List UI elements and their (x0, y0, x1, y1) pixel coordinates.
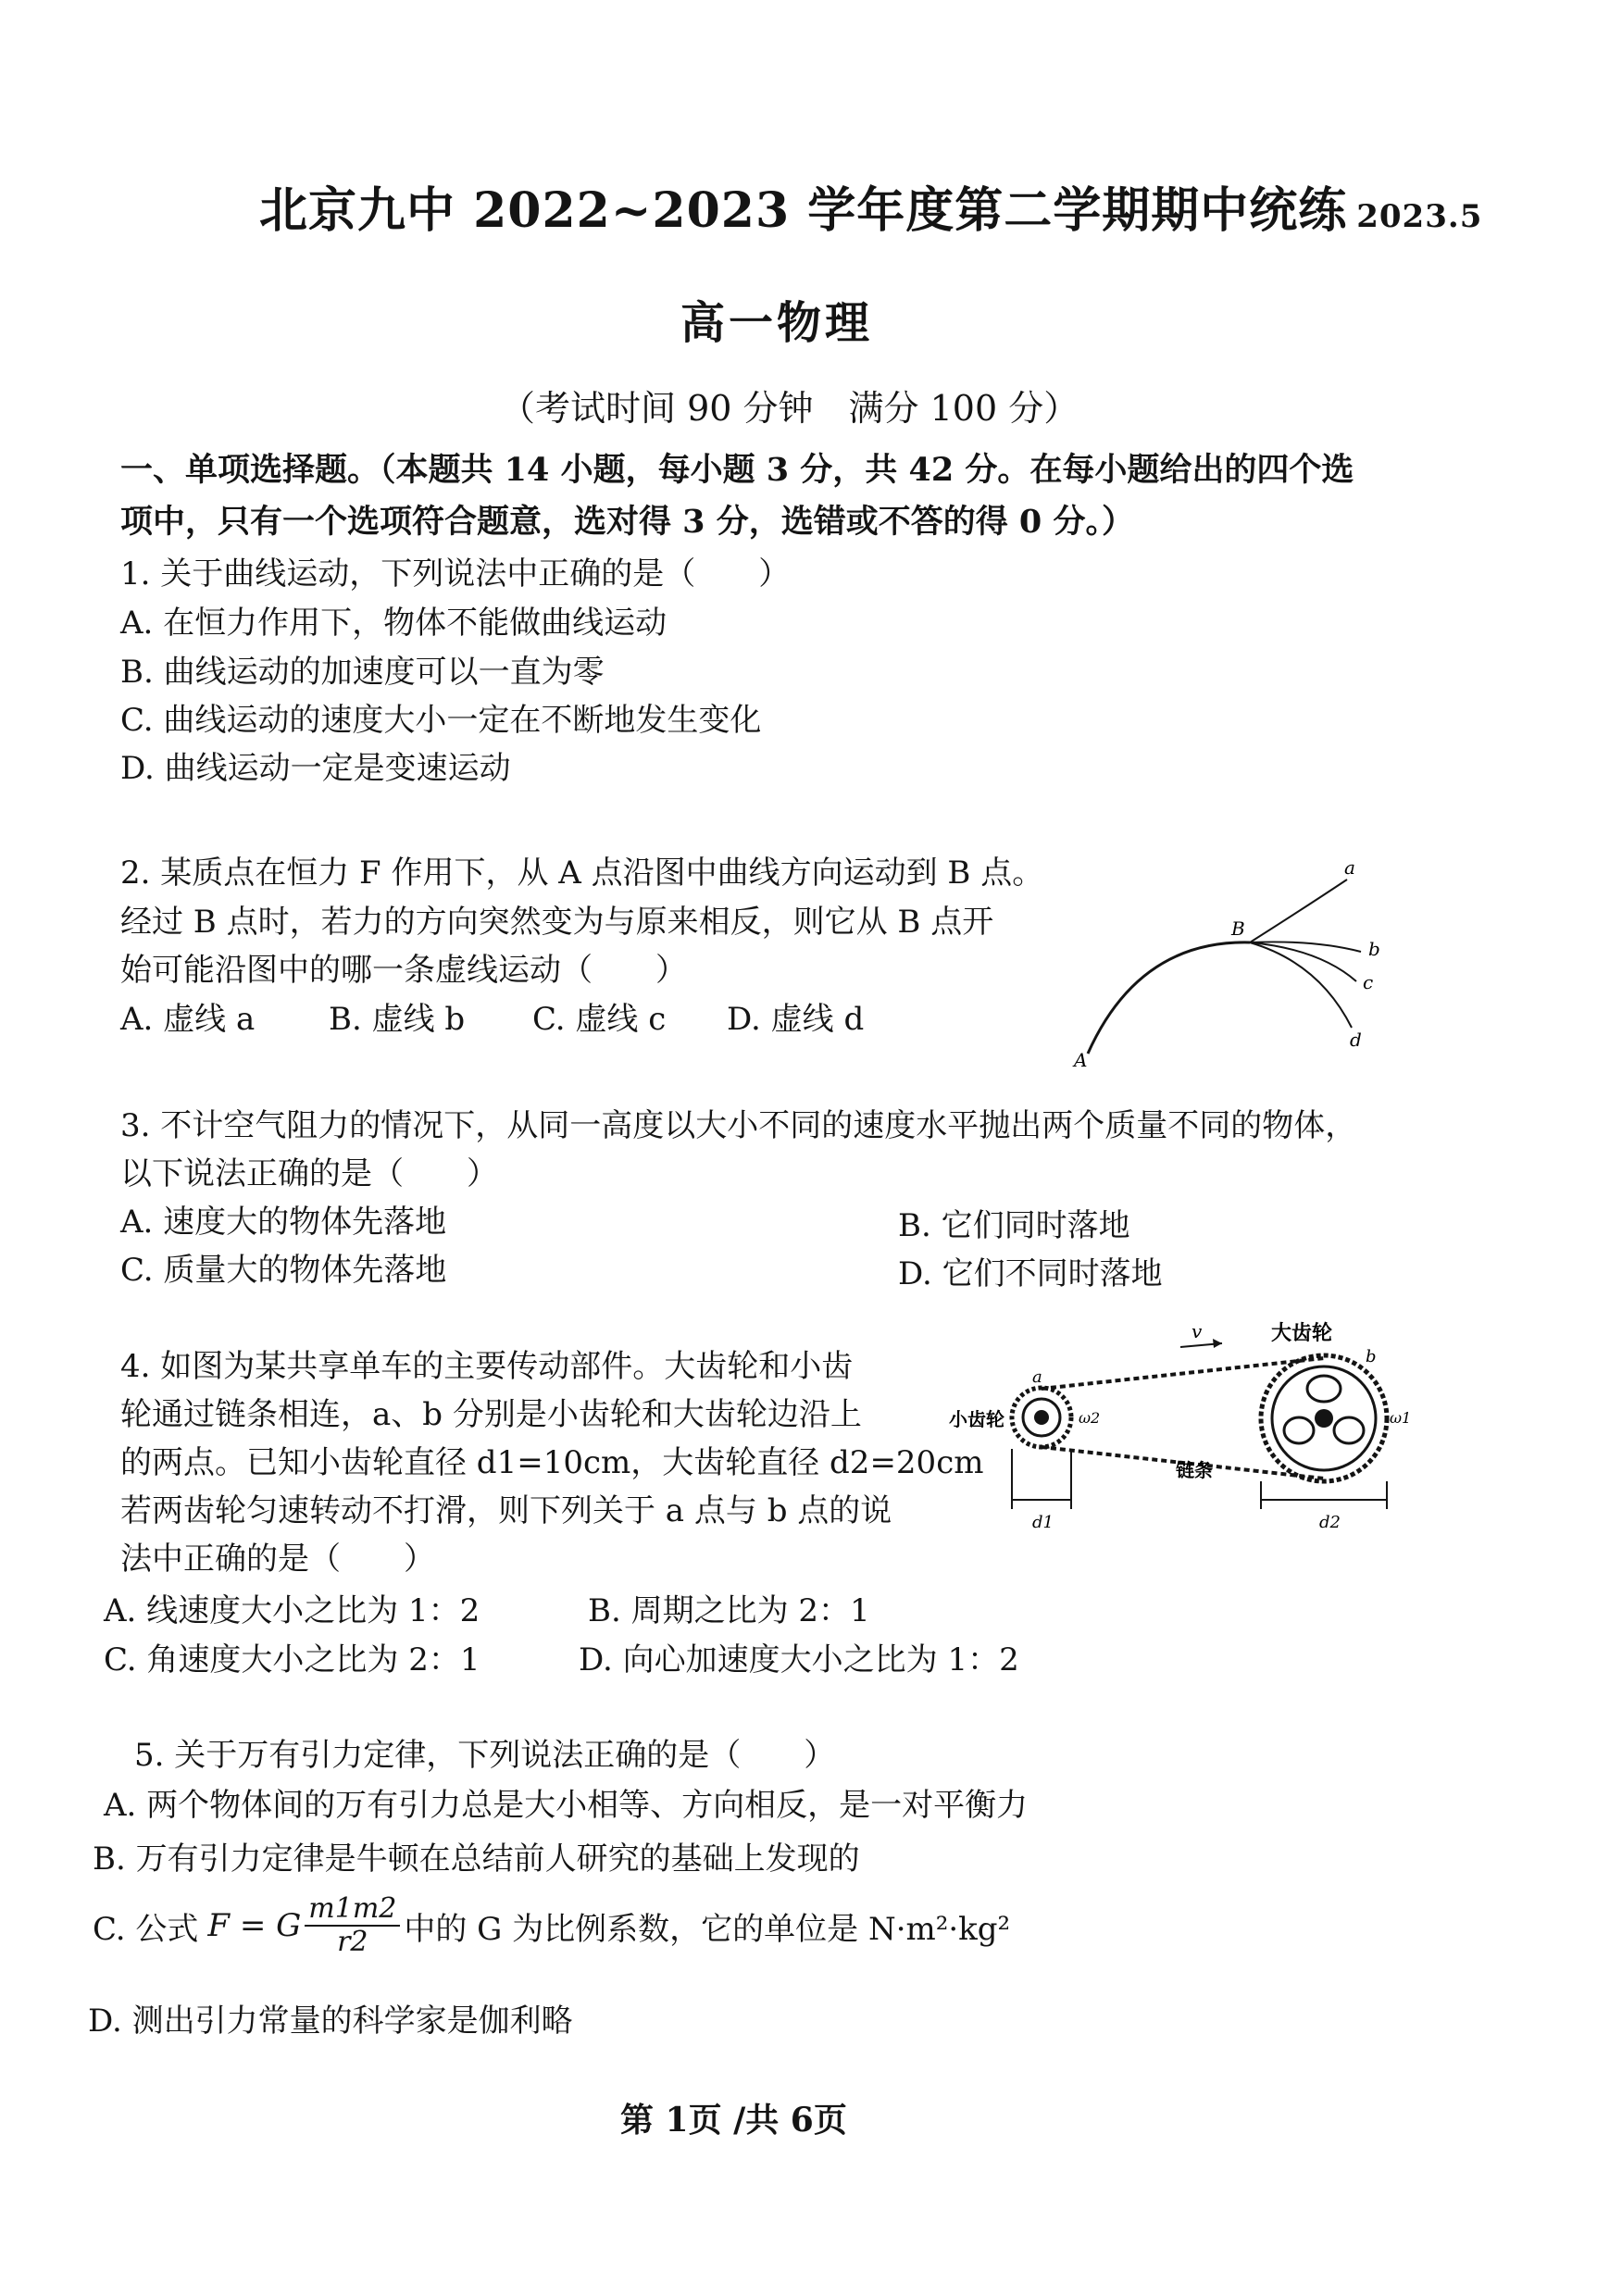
label-point-a: a (1032, 1367, 1042, 1387)
q2-line2: 经过 B 点时，若力的方向突然变为与原来相反，则它从 B 点开 (120, 904, 994, 941)
q5-option-c (93, 1893, 1010, 1958)
velocity-arrowhead (1213, 1339, 1222, 1348)
label-point-b: b (1366, 1347, 1377, 1366)
label-chain: 链条 (1176, 1459, 1213, 1481)
q5-option-d: D. 测出引力常量的科学家是伽利略 (88, 2003, 573, 2040)
q5-formula-lhs: F = G (207, 1907, 302, 1944)
big-gear-spoke-3 (1334, 1417, 1364, 1443)
label-d: d (1350, 1029, 1362, 1051)
q5-option-c-prefix: C. 公式 (93, 1910, 199, 1948)
label-small-gear: 小齿轮 (949, 1408, 1004, 1430)
small-gear-hub (1034, 1410, 1049, 1425)
exam-title (259, 171, 1482, 241)
q3-option-c: C. 质量大的物体先落地 (120, 1252, 447, 1289)
section-heading-line1: 一、单项选择题。（本题共 14 小题，每小题 3 分，共 42 分。在每小题给出的四个选 (120, 451, 1354, 489)
label-point-A: A (1074, 1049, 1088, 1071)
q2-line1: 2. 某质点在恒力 F 作用下，从 A 点沿图中曲线方向运动到 B 点。 (120, 855, 1044, 892)
q3-option-d: D. 它们不同时落地 (898, 1255, 1163, 1292)
q4-line2: 轮通过链条相连，a、b 分别是小齿轮和大齿轮边沿上 (120, 1396, 862, 1433)
section-heading-line2: 项中，只有一个选项符合题意，选对得 3 分，选错或不答的得 0 分。） (120, 503, 1134, 541)
exam-note: （考试时间 90 分钟 满分 100 分） (500, 388, 1079, 429)
q4-line4: 若两齿轮匀速转动不打滑，则下列关于 a 点与 b 点的说 (120, 1492, 892, 1529)
q3-option-b: B. 它们同时落地 (898, 1207, 1130, 1244)
q5-stem: 5. 关于万有引力定律，下列说法正确的是（ ） (134, 1737, 836, 1774)
q2-line3: 始可能沿图中的哪一条虚线运动（ ） (120, 952, 687, 989)
q2-trajectory-figure (1055, 852, 1426, 1074)
exam-date: 2023.5 (1356, 198, 1483, 235)
label-v: v (1192, 1320, 1203, 1342)
label-big-gear: 大齿轮 (1271, 1321, 1333, 1345)
dashed-path-a (1250, 880, 1347, 942)
q3-option-a: A. 速度大的物体先落地 (120, 1204, 447, 1241)
q5-option-a: A. 两个物体间的万有引力总是大小相等、方向相反，是一对平衡力 (104, 1787, 1029, 1824)
big-gear-spoke-1 (1307, 1376, 1341, 1402)
q4-line1: 4. 如图为某共享单车的主要传动部件。大齿轮和小齿 (120, 1348, 854, 1385)
label-d1: d1 (1032, 1513, 1054, 1532)
q1-option-b: B. 曲线运动的加速度可以一直为零 (120, 654, 605, 691)
label-b: b (1368, 938, 1380, 960)
dashed-path-d (1250, 942, 1352, 1028)
subject-title: 高一物理 (680, 297, 874, 349)
dashed-path-b (1250, 942, 1361, 952)
q4-option-a: A. 线速度大小之比为 1：2 (104, 1592, 480, 1629)
q3-line2: 以下说法正确的是（ ） (120, 1155, 498, 1192)
q1-option-a: A. 在恒力作用下，物体不能做曲线运动 (120, 605, 668, 642)
label-omega2: ω2 (1079, 1409, 1101, 1427)
q2-option-d: D. 虚线 d (727, 1001, 865, 1038)
q2-option-a: A. 虚线 a (120, 1001, 256, 1038)
label-d2: d2 (1319, 1513, 1341, 1532)
q5-formula-numerator: m1m2 (305, 1893, 400, 1927)
big-gear-spoke-2 (1284, 1417, 1314, 1443)
q1-option-d: D. 曲线运动一定是变速运动 (120, 750, 511, 787)
q4-option-d: D. 向心加速度大小之比为 1：2 (579, 1641, 1019, 1678)
big-gear-hub (1315, 1409, 1333, 1428)
q4-option-b: B. 周期之比为 2：1 (588, 1592, 870, 1629)
q1-option-c: C. 曲线运动的速度大小一定在不断地发生变化 (120, 702, 762, 739)
q4-gear-figure (949, 1319, 1412, 1532)
q4-option-c: C. 角速度大小之比为 2：1 (104, 1641, 480, 1678)
q4-line3: 的两点。已知小齿轮直径 d1=10cm，大齿轮直径 d2=20cm (120, 1444, 984, 1481)
q1-stem: 1. 关于曲线运动，下列说法中正确的是（ ） (120, 555, 791, 593)
q3-line1: 3. 不计空气阻力的情况下，从同一高度以大小不同的速度水平抛出两个质量不同的物体， (120, 1107, 1357, 1144)
label-point-B: B (1231, 917, 1245, 940)
trajectory-curve-ab (1088, 942, 1250, 1054)
q5-option-b: B. 万有引力定律是牛顿在总结前人研究的基础上发现的 (93, 1841, 860, 1878)
label-omega1: ω1 (1390, 1409, 1412, 1427)
q5-option-c-suffix: 中的 G 为比例系数，它的单位是 N·m²·kg² (404, 1910, 1011, 1948)
q2-option-c: C. 虚线 c (532, 1001, 667, 1038)
label-c: c (1363, 971, 1374, 993)
label-a: a (1344, 856, 1355, 879)
q5-formula-denominator: r2 (337, 1926, 368, 1958)
q5-formula-fraction (305, 1893, 400, 1958)
title-text: 北京九中 2022~2023 学年度第二学期期中统练 (259, 182, 1348, 239)
page-footer: 第 1页 /共 6页 (620, 2101, 847, 2140)
q2-option-b: B. 虚线 b (329, 1001, 466, 1038)
q4-line5: 法中正确的是（ ） (120, 1541, 435, 1578)
